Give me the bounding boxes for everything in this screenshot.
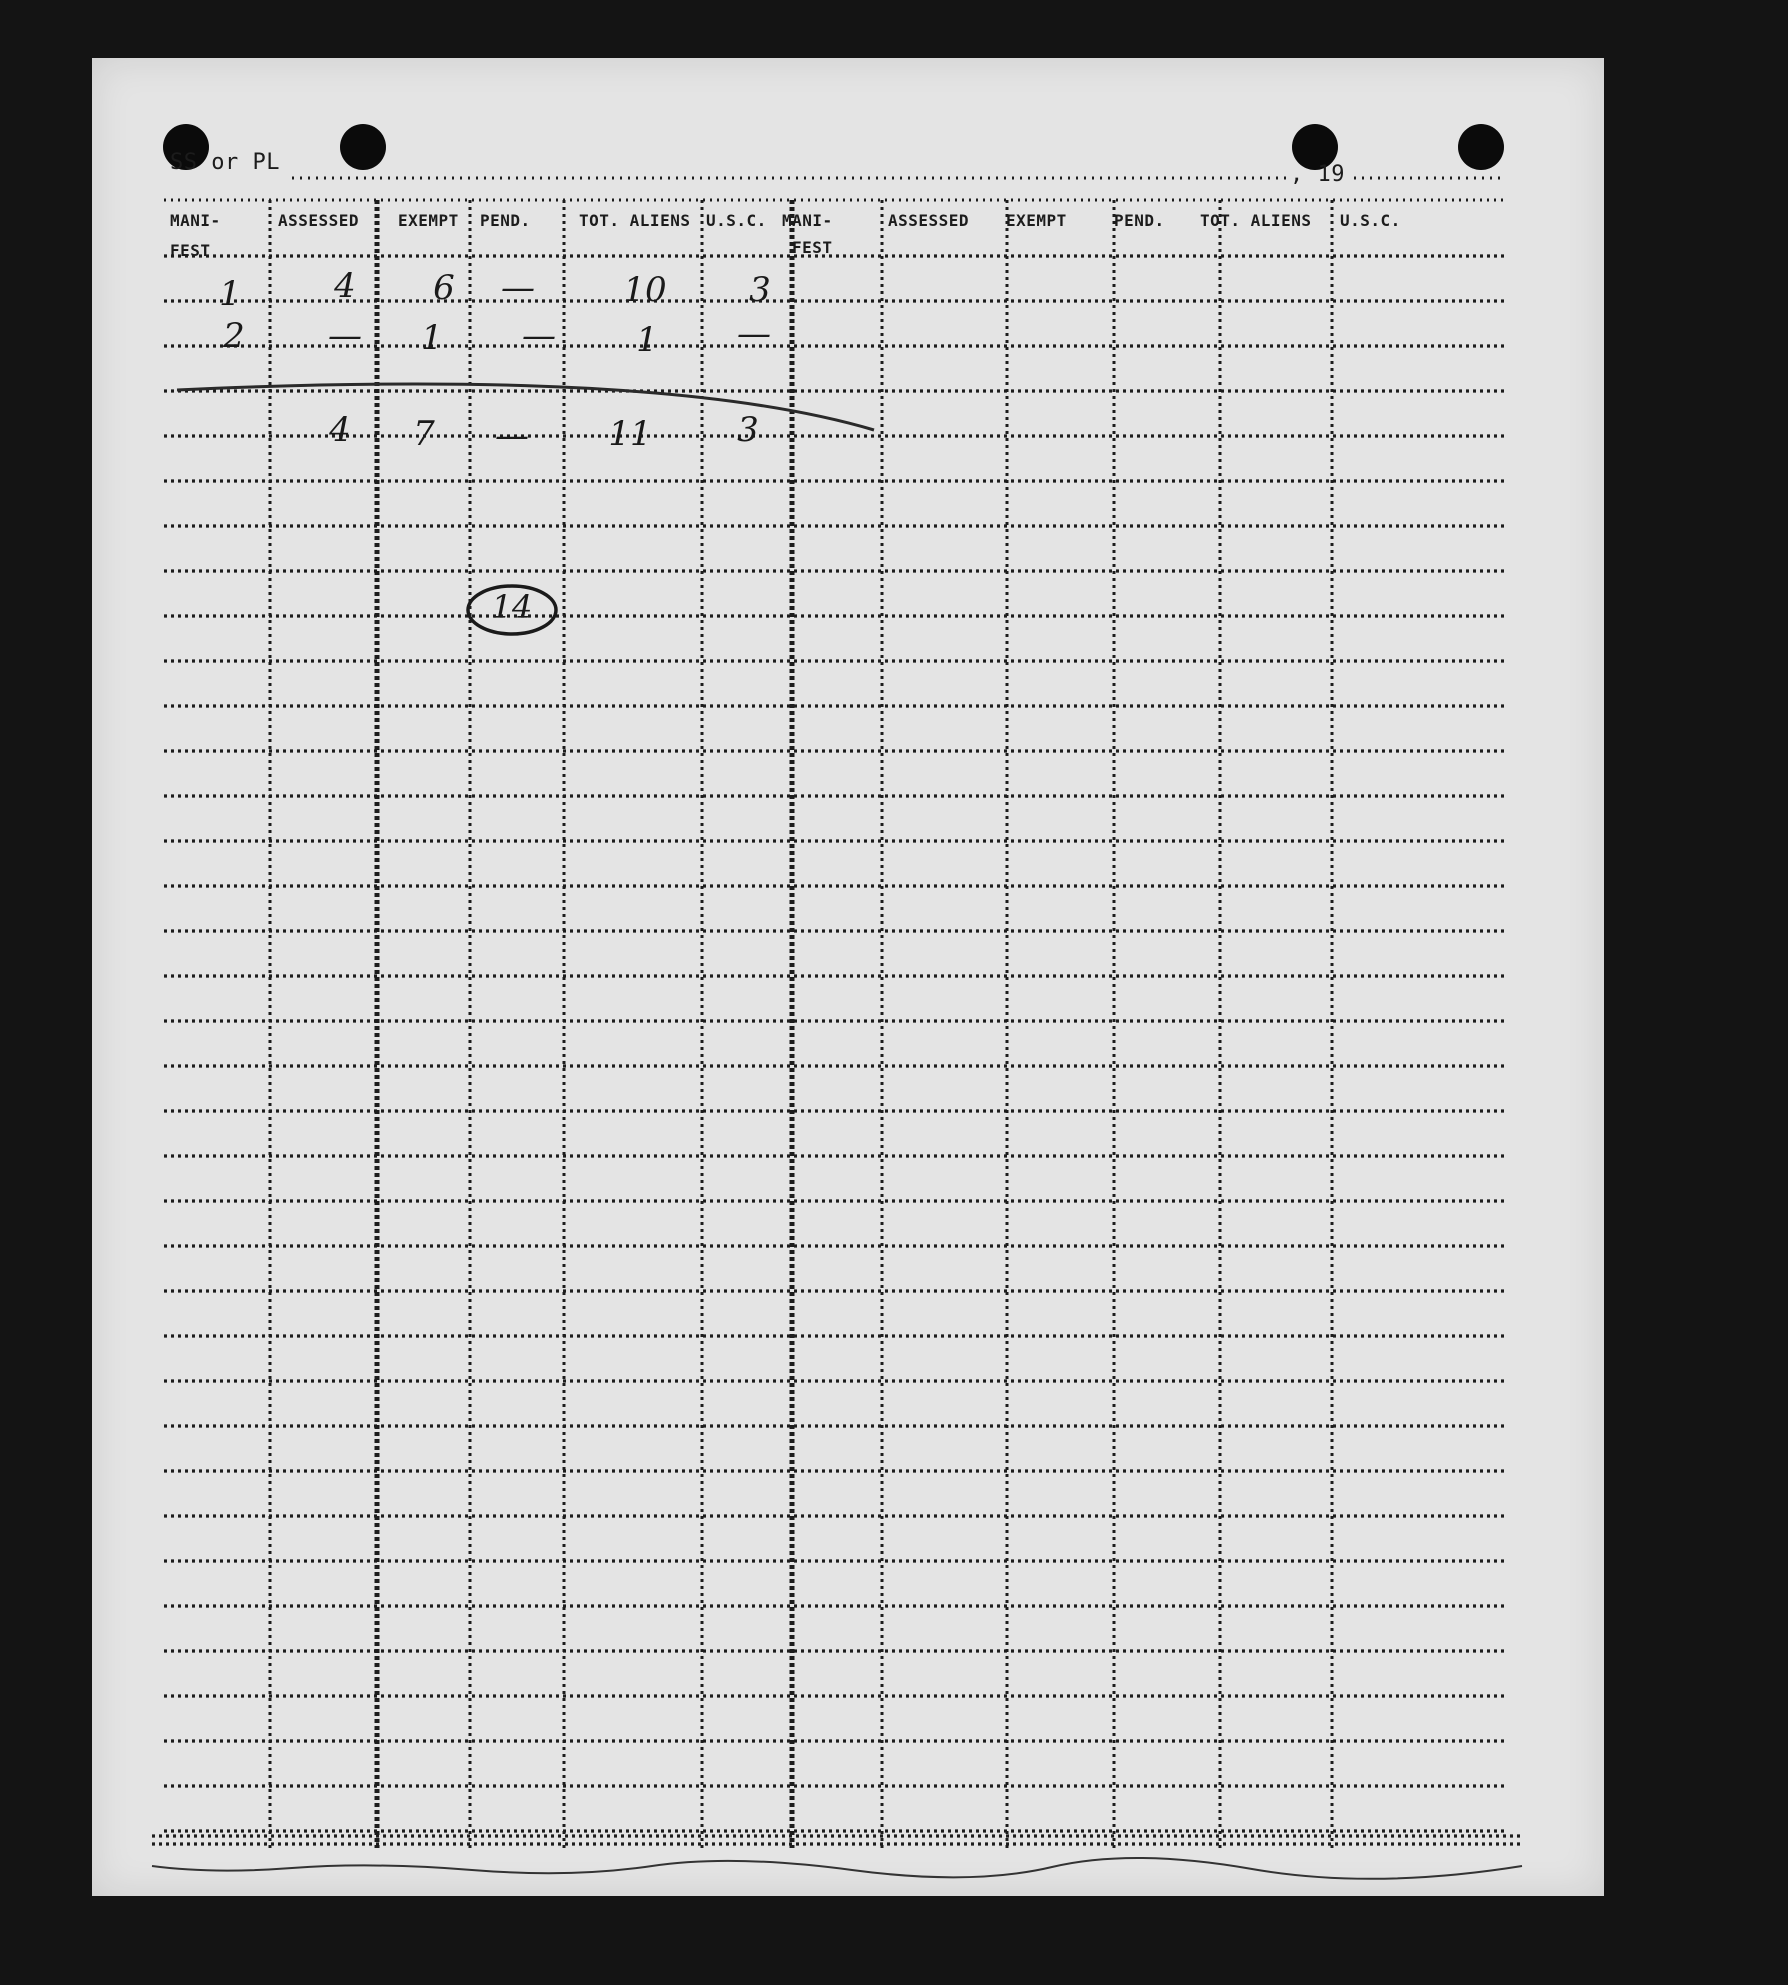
row2-assessed: — — [328, 316, 362, 356]
header-manifest-right-2: FEST — [792, 238, 833, 257]
header-exempt-left: EXEMPT — [398, 211, 459, 230]
total-tot-aliens: 11 — [608, 414, 652, 454]
total-exempt: 7 — [413, 414, 435, 454]
form-grid — [92, 58, 1604, 1896]
row1-usc: 3 — [749, 270, 771, 310]
row2-pend: — — [522, 316, 556, 356]
punch-hole-4 — [1458, 124, 1504, 170]
row1-tot-aliens: 10 — [623, 270, 667, 310]
year-label: , 19 — [1290, 162, 1345, 187]
row2-exempt: 1 — [421, 318, 443, 358]
header-tot-aliens-right: TOT. ALIENS — [1200, 211, 1312, 230]
header-manifest-right: MANI- — [782, 211, 833, 230]
row2-manifest: 2 — [223, 316, 245, 356]
vessel-label: SS or PL — [170, 150, 280, 175]
punch-hole-2 — [340, 124, 386, 170]
total-usc: 3 — [737, 410, 759, 450]
header-pend-right: PEND. — [1114, 211, 1165, 230]
header-manifest-left: MANI- — [170, 211, 221, 230]
total-assessed: 4 — [329, 410, 351, 450]
row1-exempt: 6 — [433, 268, 455, 308]
header-usc-left: U.S.C. — [706, 211, 767, 230]
paper-sheet — [92, 58, 1604, 1896]
row1-assessed: 4 — [334, 266, 356, 306]
header-assessed-right: ASSESSED — [888, 211, 970, 230]
total-pend: — — [495, 416, 529, 456]
header-manifest-left-2: FEST — [170, 241, 211, 260]
row1-manifest: 1 — [219, 274, 241, 314]
header-pend-left: PEND. — [480, 211, 531, 230]
header-assessed-left: ASSESSED — [278, 211, 360, 230]
circled-note: 14 — [491, 588, 533, 626]
row2-usc: — — [737, 314, 771, 354]
row2-tot-aliens: 1 — [636, 320, 658, 360]
paper-torn-edge — [152, 1858, 1522, 1879]
header-usc-right: U.S.C. — [1340, 211, 1401, 230]
header-exempt-right: EXEMPT — [1006, 211, 1067, 230]
row1-pend: — — [501, 268, 535, 308]
header-tot-aliens-left: TOT. ALIENS — [579, 211, 691, 230]
